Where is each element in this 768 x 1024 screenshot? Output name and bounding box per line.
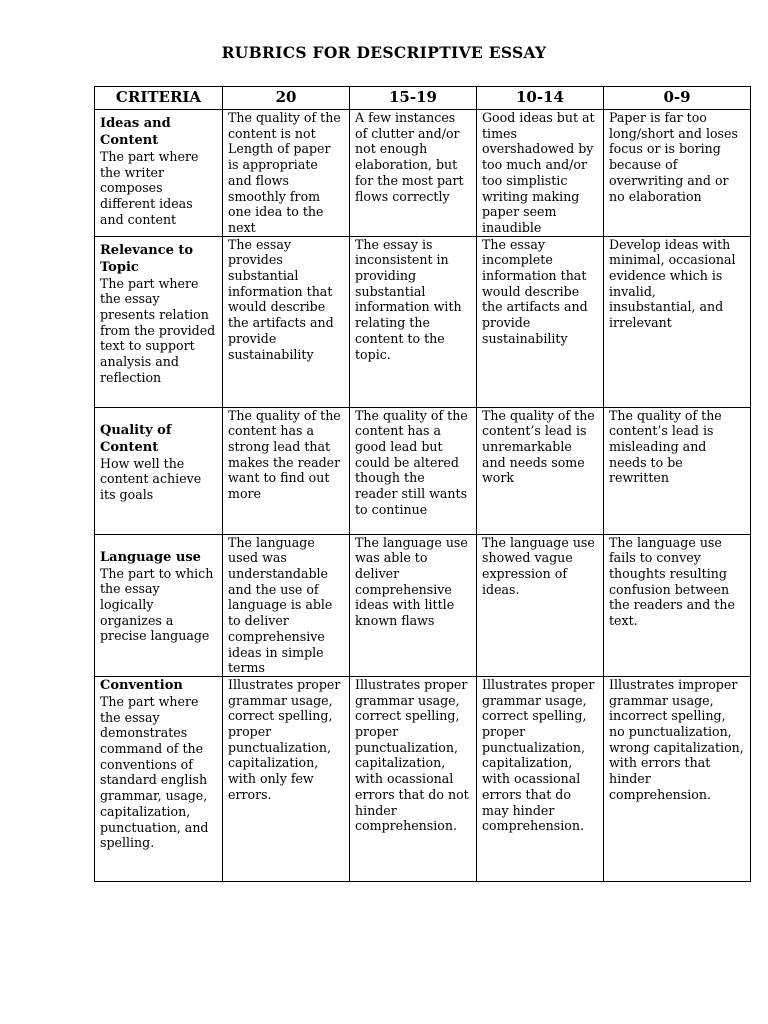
cell-text: The quality of the content is not Length of paper is appropriate and flows smoothly from one idea to the next xyxy=(228,110,341,235)
header-row xyxy=(95,87,751,110)
table-row xyxy=(95,534,751,676)
cell-text: The language use fails to convey thoughts resulting confusion between the readers and the text. xyxy=(609,534,735,629)
rubric-table xyxy=(94,86,751,882)
cell-text: Develop ideas with minimal, occasional evidence which is invalid, insubstantial, and irrelevant xyxy=(609,236,736,331)
rubric-cell xyxy=(604,534,751,676)
cell-text: The language use showed vague expression of ideas. xyxy=(482,534,595,597)
cell-text: A few instances of clutter and/or not enough elaboration, but for the most part flows correctly xyxy=(355,110,464,204)
criterion-description: The part where the essay presents relation from the provided text to support analysis and reflection xyxy=(100,275,216,385)
rubric-cell xyxy=(223,236,350,407)
header-score-15-19: 15-19 xyxy=(350,87,477,110)
cell-text: Good ideas but at times overshadowed by too much and/or too simplistic writing making paper seem inaudible xyxy=(482,110,595,235)
cell-text: The essay incomplete information that would describe the artifacts and provide sustainability xyxy=(482,236,588,346)
criterion-cell xyxy=(95,236,223,407)
rubric-cell xyxy=(350,676,477,881)
criterion-description: The part where the essay demonstrates command of the conventions of standard english grammar, usage, capitalization, punctuation, and spelling. xyxy=(100,693,209,851)
criterion-name: Relevance to Topic xyxy=(100,242,194,275)
criterion-cell xyxy=(95,676,223,881)
cell-text: The language used was understandable and the use of language is able to deliver comprehensive ideas in simple terms xyxy=(228,534,333,676)
table-row xyxy=(95,236,751,407)
criterion-cell xyxy=(95,534,223,676)
criterion-cell xyxy=(95,110,223,237)
header-criteria: CRITERIA xyxy=(95,87,223,110)
cell-text: The essay provides substantial information that would describe the artifacts and provide sustainability xyxy=(228,236,334,362)
rubric-cell xyxy=(223,407,350,534)
cell-text: The quality of the content’s lead is unremarkable and needs some work xyxy=(482,407,595,486)
rubric-cell xyxy=(223,676,350,881)
table-row xyxy=(95,407,751,534)
cell-text: Illustrates improper grammar usage, incorrect spelling, no punctualization, wrong capitalization, with errors that hinder comprehension. xyxy=(609,676,744,802)
rubric-cell xyxy=(477,407,604,534)
table-row xyxy=(95,110,751,237)
page-title: RUBRICS FOR DESCRIPTIVE ESSAY xyxy=(221,43,547,62)
header-score-10-14: 10-14 xyxy=(477,87,604,110)
rubric-cell xyxy=(350,236,477,407)
cell-text: The quality of the content’s lead is misleading and needs to be rewritten xyxy=(609,407,722,486)
rubric-cell xyxy=(477,534,604,676)
cell-text: The quality of the content has a strong lead that makes the reader want to find out more xyxy=(228,407,341,502)
rubric-cell xyxy=(477,676,604,881)
criterion-description: How well the content achieve its goals xyxy=(100,455,202,503)
table-row xyxy=(95,676,751,881)
criterion-description: The part to which the essay logically organizes a precise language xyxy=(100,565,214,644)
rubric-cell xyxy=(477,236,604,407)
header-score-0-9: 0-9 xyxy=(604,87,751,110)
criterion-name: Language use xyxy=(100,549,201,565)
cell-text: The essay is inconsistent in providing substantial information with relating the content to the topic. xyxy=(355,236,462,362)
cell-text: The quality of the content has a good lead but could be altered though the reader still wants to continue xyxy=(355,407,468,517)
rubric-cell xyxy=(604,407,751,534)
criterion-name: Convention xyxy=(100,677,183,693)
cell-text: The language use was able to deliver comprehensive ideas with little known flaws xyxy=(355,534,468,629)
rubric-cell xyxy=(223,110,350,237)
cell-text: Paper is far too long/short and loses focus or is boring because of overwriting and or no elaboration xyxy=(609,110,738,204)
cell-text: Illustrates proper grammar usage, correct spelling, proper punctualization, capitalization, with only few errors. xyxy=(228,676,341,802)
cell-text: Illustrates proper grammar usage, correct spelling, proper punctualization, capitalization, with ocassional errors that do may hinder comprehension. xyxy=(482,676,595,834)
rubric-cell xyxy=(604,676,751,881)
rubric-cell xyxy=(350,110,477,237)
criterion-name: Ideas and Content xyxy=(100,116,171,148)
cell-text: Illustrates proper grammar usage, correct spelling, proper punctualization, capitalization, with ocassional errors that do not hinder comprehension. xyxy=(355,676,469,834)
criterion-description: The part where the writer composes different ideas and content xyxy=(100,149,199,227)
rubric-cell xyxy=(604,110,751,237)
rubric-cell xyxy=(477,110,604,237)
criterion-cell xyxy=(95,407,223,534)
rubric-cell xyxy=(223,534,350,676)
rubric-cell xyxy=(350,407,477,534)
criterion-name: Quality of Content xyxy=(100,422,172,455)
rubric-cell xyxy=(604,236,751,407)
header-score-20: 20 xyxy=(223,87,350,110)
rubric-cell xyxy=(350,534,477,676)
